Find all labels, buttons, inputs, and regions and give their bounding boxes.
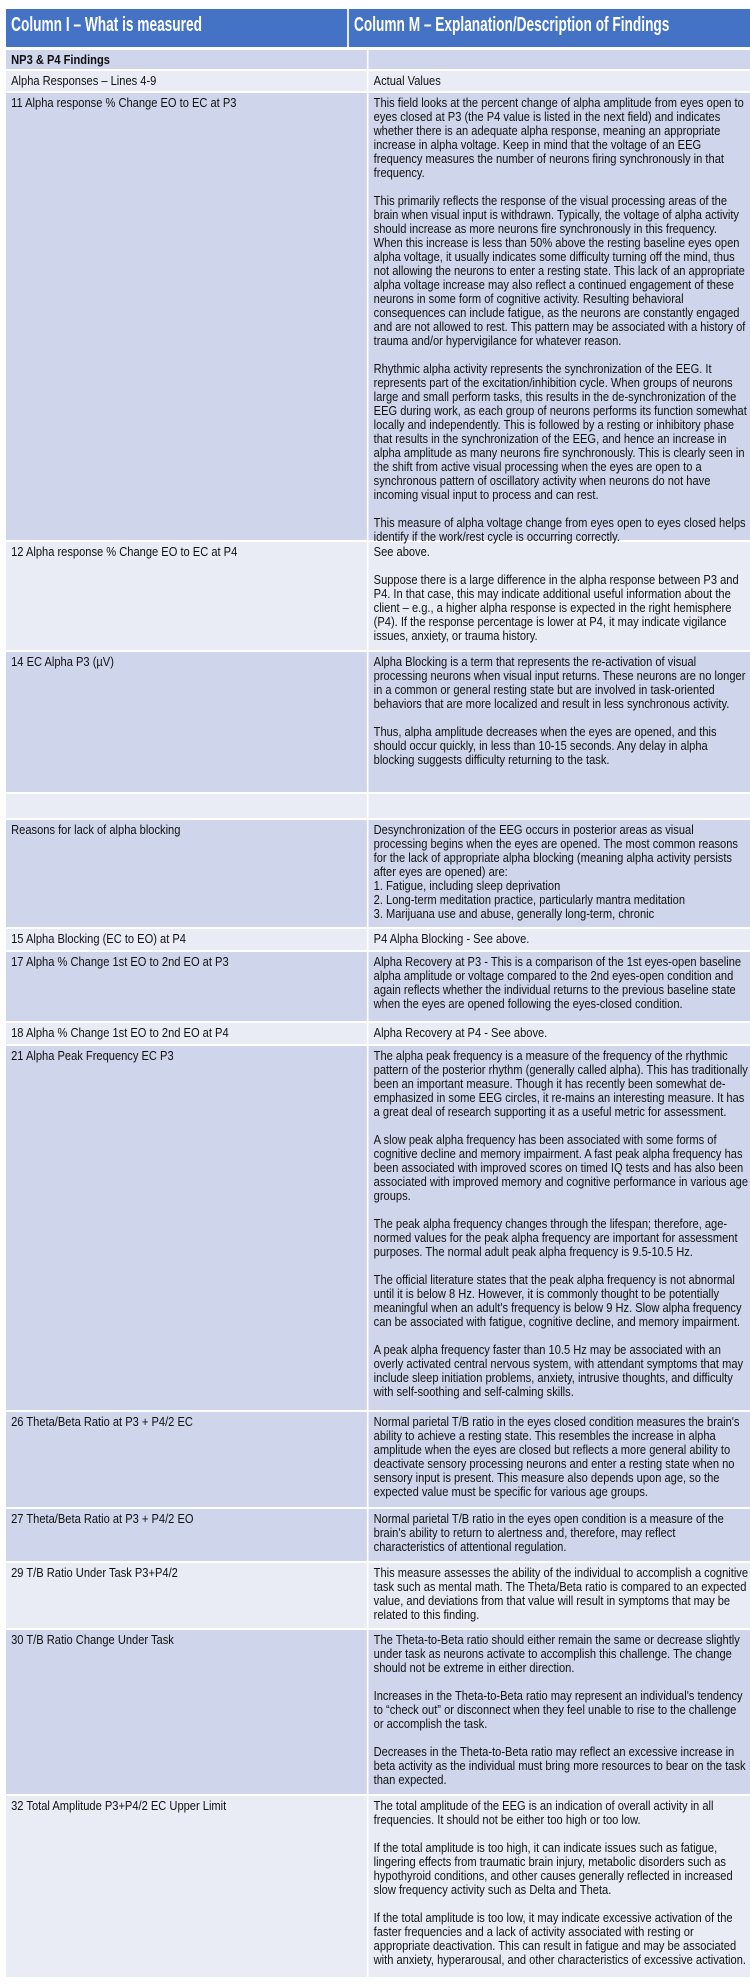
explanation-paragraph: This measure of alpha voltage change from eyes open to eyes closed helps identify if the work/rest cycle is occurring correctly. bbox=[373, 515, 746, 544]
explanation-cell bbox=[369, 50, 750, 69]
explanation-cell bbox=[369, 1023, 750, 1044]
explanation-cell bbox=[369, 71, 750, 91]
explanation-cell bbox=[369, 1509, 750, 1561]
measure-cell bbox=[6, 794, 369, 818]
explanation-paragraph: Actual Values bbox=[373, 73, 441, 88]
table-body bbox=[6, 50, 750, 1979]
explanation-cell bbox=[369, 929, 750, 950]
measure-cell: 30 T/B Ratio Change Under Task bbox=[6, 1630, 369, 1794]
table-row bbox=[6, 794, 750, 820]
explanation-cell bbox=[369, 1630, 750, 1794]
explanation-paragraph: The total amplitude of the EEG is an indication of overall activity in all frequencies. It should not be either too high or too low. bbox=[373, 1798, 714, 1827]
measure-cell: 32 Total Amplitude P3+P4/2 EC Upper Limit bbox=[6, 1796, 369, 1977]
explanation-cell bbox=[369, 820, 750, 927]
explanation-paragraph: Suppose there is a large difference in the alpha response between P3 and P4. In that case, this may indicate additional useful information about the client – e.g., a higher alpha response is expected in the right hemisphere (P4). If the response percentage is lower at P4, it may indicate vigilance issues, anxiety, or trauma history. bbox=[373, 572, 739, 643]
table-row bbox=[6, 71, 750, 93]
explanation-paragraph: Increases in the Theta-to-Beta ratio may represent an individual's tendency to “check out” or disconnect when they feel unable to rise to the challenge or accomplish the task. bbox=[373, 1688, 743, 1731]
explanation-paragraph: This field looks at the percent change of alpha amplitude from eyes open to eyes closed at P3 (the P4 value is listed in the next field) and indicates whether there is an adequate alpha response, meaning an appropriate increase in alpha voltage. Keep in mind that the voltage of an EEG frequency measures the number of neurons firing synchronously in that frequency. bbox=[373, 95, 744, 180]
table-row bbox=[6, 952, 750, 1023]
explanation-cell bbox=[369, 794, 750, 818]
explanation-paragraph: A slow peak alpha frequency has been associated with some forms of cognitive decline and memory impairment. A fast peak alpha frequency has been associated with improved scores on timed IQ tests and has also been associated with improved memory and cognitive performance in various age groups. bbox=[373, 1132, 749, 1203]
explanation-cell bbox=[369, 1412, 750, 1507]
explanation-paragraph: Normal parietal T/B ratio in the eyes closed condition measures the brain's ability to achieve a resting state. This resembles the increase in alpha amplitude when the eyes are closed but reflects a more general ability to deactivate sensory processing neurons and enter a resting state when no sensory input is present. This measure also depends upon age, so the expected value must be specific for various age groups. bbox=[373, 1414, 740, 1499]
header-column-m-cell bbox=[349, 9, 750, 47]
table-row bbox=[6, 1412, 750, 1509]
explanation-paragraph: Normal parietal T/B ratio in the eyes open condition is a measure of the brain's ability to return to alertness and, therefore, may reflect characteristics of attentional regulation. bbox=[373, 1511, 724, 1554]
explanation-cell bbox=[369, 1046, 750, 1410]
explanation-cell bbox=[369, 93, 750, 544]
measure-cell: 27 Theta/Beta Ratio at P3 + P4/2 EO bbox=[6, 1509, 369, 1561]
explanation-paragraph: Desynchronization of the EEG occurs in posterior areas as visual processing begins when the eyes are opened. The most common reasons for the lack of appropriate alpha blocking (meaning alpha activity persists after eyes are opened) are: 1. Fatigue, including sleep deprivation 2. Long-term meditation practice, particularly mantra meditation 3. Marijuana use and abuse, generally long-term, chronic bbox=[373, 822, 738, 921]
explanation-paragraph: If the total amplitude is too high, it can indicate issues such as fatigue, lingering effects from traumatic brain injury, metabolic disorders such as hypothyroid conditions, and other causes generally reflected in increased slow frequency activity such as Delta and Theta. bbox=[373, 1840, 733, 1897]
table-row bbox=[6, 93, 750, 542]
measure-cell: 17 Alpha % Change 1st EO to 2nd EO at P3 bbox=[6, 952, 369, 1021]
table-row bbox=[6, 1023, 750, 1046]
table-row bbox=[6, 929, 750, 952]
table-row bbox=[6, 542, 750, 652]
table-row bbox=[6, 1509, 750, 1563]
measure-cell: Alpha Responses – Lines 4-9 bbox=[6, 71, 369, 91]
measure-cell: 18 Alpha % Change 1st EO to 2nd EO at P4 bbox=[6, 1023, 369, 1044]
explanation-paragraph: The official literature states that the peak alpha frequency is not abnormal until it is below 8 Hz. However, it is commonly thought to be potentially meaningful when an adult's frequency is below 9 Hz. Slow alpha frequency can be associated with fatigue, cognitive decline, and memory impairment. bbox=[373, 1272, 742, 1329]
table-row bbox=[6, 1630, 750, 1796]
measure-cell: Reasons for lack of alpha blocking bbox=[6, 820, 369, 927]
explanation-paragraph: Alpha Recovery at P3 - This is a comparison of the 1st eyes-open baseline alpha amplitude or voltage compared to the 2nd eyes-open condition and again reflects whether the individual returns to the previous baseline state when the eyes are opened following the eyes-closed condition. bbox=[373, 954, 742, 1011]
explanation-paragraph: Rhythmic alpha activity represents the synchronization of the EEG. It represents part of the excitation/inhibition cycle. When groups of neurons large and small perform tasks, this results in the de-synchronization of the EEG during work, as each group of neurons performs its function somewhat locally and independently. This is followed by a resting or inhibitory phase that results in the synchronization of the EEG, and hence an increase in alpha amplitude as many neurons fire synchronously. This is clearly seen in the shift from active visual processing when the eyes are open to a synchronous pattern of oscillatory activity when neurons do not have incoming visual input to process and can rest. bbox=[373, 361, 747, 502]
explanation-cell bbox=[369, 952, 750, 1021]
table-header bbox=[6, 9, 750, 50]
explanation-paragraph: A peak alpha frequency faster than 10.5 Hz may be associated with an overly activated central nervous system, with attendant symptoms that may include sleep initiation problems, anxiety, intrusive thoughts, and difficulty with self-soothing and self-calming skills. bbox=[373, 1342, 744, 1399]
explanation-cell bbox=[369, 652, 750, 792]
measure-cell: 14 EC Alpha P3 (µV) bbox=[6, 652, 369, 792]
explanation-cell bbox=[369, 1563, 750, 1628]
explanation-paragraph: Alpha Blocking is a term that represents the re-activation of visual processing neurons when visual input returns. These neurons are no longer in a common or general resting state but are involved in task-oriented behaviors that are more localized and result in less synchronous activity. bbox=[373, 654, 746, 711]
explanation-paragraph: This measure assesses the ability of the individual to accomplish a cognitive task such as mental math. The Theta/Beta ratio is compared to an expected value, and deviations from that value will result in symptoms that may be related to this finding. bbox=[373, 1565, 749, 1622]
table-row bbox=[6, 1046, 750, 1412]
header-column-i: Column I – What is measured bbox=[11, 14, 202, 36]
table-row bbox=[6, 50, 750, 71]
explanation-paragraph: The peak alpha frequency changes through the lifespan; therefore, age-normed values for the peak alpha frequency are important for assessment purposes. The normal adult peak alpha frequency is 9.5-10.5 Hz. bbox=[373, 1216, 738, 1259]
table-row bbox=[6, 1796, 750, 1979]
measure-cell: 21 Alpha Peak Frequency EC P3 bbox=[6, 1046, 369, 1410]
measure-cell: 29 T/B Ratio Under Task P3+P4/2 bbox=[6, 1563, 369, 1628]
measure-cell: NP3 & P4 Findings bbox=[6, 50, 369, 69]
explanation-paragraph: P4 Alpha Blocking - See above. bbox=[373, 931, 530, 946]
explanation-paragraph: The alpha peak frequency is a measure of the frequency of the rhythmic pattern of the posterior rhythm (generally called alpha). This has traditionally been an important measure. Though it has recently been somewhat de-emphasized in some EEG circles, it re-mains an interesting measure. It has a great deal of research supporting it as a useful metric for assessment. bbox=[373, 1048, 748, 1119]
measure-cell: 26 Theta/Beta Ratio at P3 + P4/2 EC bbox=[6, 1412, 369, 1507]
explanation-paragraph: See above. bbox=[373, 544, 430, 559]
table-row bbox=[6, 652, 750, 794]
table-row bbox=[6, 820, 750, 929]
explanation-paragraph: The Theta-to-Beta ratio should either remain the same or decrease slightly under task as neurons activate to accomplish this challenge. The change should not be extreme in either direction. bbox=[373, 1632, 740, 1675]
measure-cell: 12 Alpha response % Change EO to EC at P4 bbox=[6, 542, 369, 650]
header-column-i-cell bbox=[6, 9, 349, 47]
table-row bbox=[6, 1563, 750, 1630]
explanation-cell bbox=[369, 542, 750, 650]
explanation-cell bbox=[369, 1796, 750, 1977]
header-column-m: Column M – Explanation/Description of Findings bbox=[353, 14, 670, 36]
explanation-paragraph: Decreases in the Theta-to-Beta ratio may reflect an excessive increase in beta activity as the individual must bring more resources to bear on the task than expected. bbox=[373, 1744, 746, 1787]
measure-cell: 15 Alpha Blocking (EC to EO) at P4 bbox=[6, 929, 369, 950]
explanation-paragraph: This primarily reflects the response of the visual processing areas of the brain when visual input is withdrawn. Typically, the voltage of alpha activity should increase as more neurons fire synchronously in this frequency. When this increase is less than 50% above the resting baseline eyes open alpha voltage, it usually indicates some difficulty turning off the mind, thus not allowing the neurons to enter a resting state. This lack of an appropriate alpha voltage increase may also reflect a continued engagement of these neurons in some form of cognitive activity. Resulting behavioral consequences can include fatigue, as the neurons are constantly engaged and are not allowed to rest. This pattern may be associated with a history of trauma and/or hypervigilance for whatever reason. bbox=[373, 193, 746, 348]
findings-table bbox=[6, 9, 750, 1979]
explanation-paragraph: If the total amplitude is too low, it may indicate excessive activation of the faster frequencies and a lack of activity associated with resting or appropriate deactivation. This can result in fatigue and may be associated with anxiety, hyperarousal, and other characteristics of excessive activation. bbox=[373, 1910, 746, 1967]
explanation-paragraph: Thus, alpha amplitude decreases when the eyes are opened, and this should occur quickly, in less than 10-15 seconds. Any delay in alpha blocking suggests difficulty returning to the task. bbox=[373, 724, 717, 767]
measure-cell: 11 Alpha response % Change EO to EC at P3 bbox=[6, 93, 369, 540]
explanation-paragraph: Alpha Recovery at P4 - See above. bbox=[373, 1025, 548, 1040]
